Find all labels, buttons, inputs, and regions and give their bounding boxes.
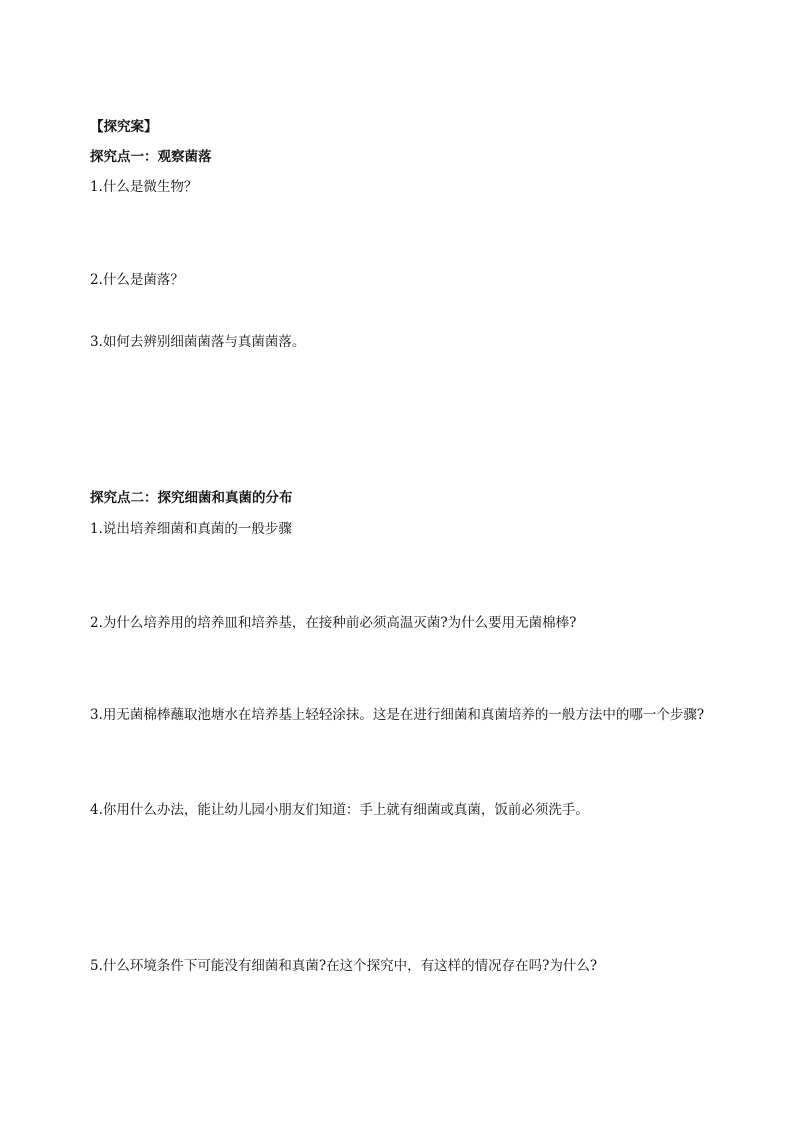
point1-question-1: 1.什么是微生物？ [90,179,198,195]
point2-question-3: 3.用无菌棉棒蘸取池塘水在培养基上轻轻涂抹。这是在进行细菌和真菌培养的一般方法中的哪一个步骤? [90,707,705,723]
point2-question-2: 2.为什么培养用的培养皿和培养基，在接种前必须高温灭菌?为什么要用无菌棉棒? [90,615,577,631]
point2-question-4: 4.你用什么办法，能让幼儿园小朋友们知道：手上就有细菌或真菌，饭前必须洗手。 [90,802,589,818]
point2-question-5: 5.什么环境条件下可能没有细菌和真菌?在这个探究中，有这样的情况存在吗?为什么? [90,958,598,974]
point1-question-2: 2.什么是菌落？ [90,272,184,288]
point1-question-3: 3.如何去辨别细菌菌落与真菌菌落。 [90,334,306,350]
point2-heading: 探究点二：探究细菌和真菌的分布 [90,490,293,506]
point2-question-1: 1.说出培养细菌和真菌的一般步骤 [90,521,292,537]
point1-heading: 探究点一：观察菌落 [90,149,212,165]
section-title: 【探究案】 [90,119,158,135]
